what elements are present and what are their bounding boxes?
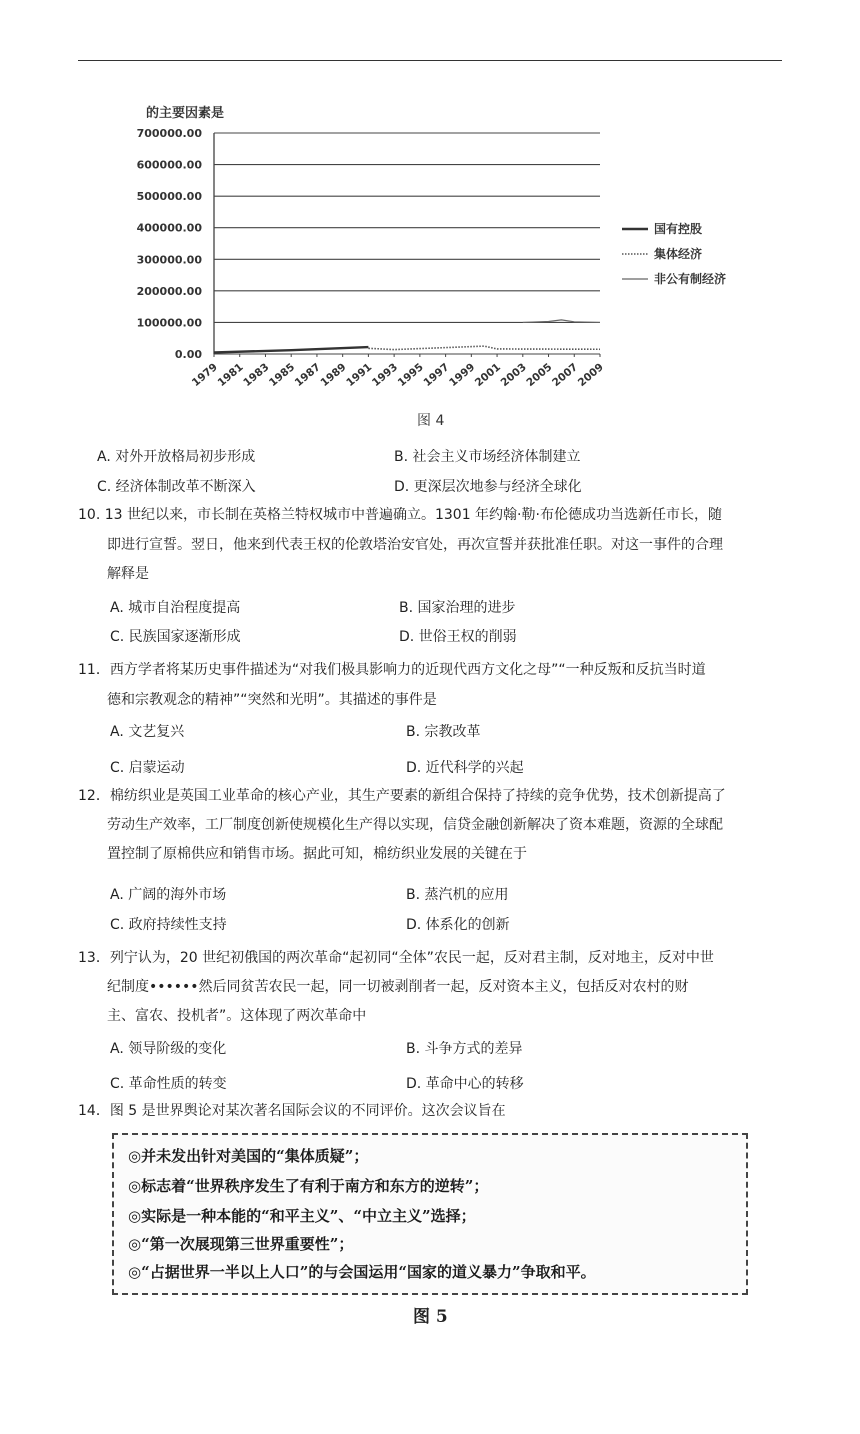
- q12-stem-line-1: 12．棉纺织业是英国工业革命的核心产业，其生产要素的新组合保持了持续的竞争优势，技术创新提高了: [78, 788, 726, 804]
- quote-line: ◎实际是一种本能的“和平主义”、“中立主义”选择；: [128, 1207, 476, 1225]
- q10-option-d: D. 世俗王权的削弱: [399, 629, 517, 645]
- x-tick-label: 1991: [344, 361, 375, 390]
- q13-stem-line-2: 纪制度••••••然后同贫苦农民一起，同一切被剥削者一起，反对资本主义，包括反对农村的财: [107, 979, 689, 995]
- x-tick-label: 1995: [395, 361, 426, 390]
- q10-option-b: B. 国家治理的进步: [399, 600, 516, 616]
- q9-option-a: A. 对外开放格局初步形成: [97, 449, 256, 465]
- q12-option-b: B. 蒸汽机的应用: [406, 887, 509, 903]
- series-line-2: [368, 346, 600, 349]
- x-tick-label: 1993: [369, 361, 401, 390]
- q10-stem-line-3: 解释是: [107, 566, 149, 582]
- q13-option-a: A. 领导阶级的变化: [110, 1041, 227, 1057]
- q13-option-d: D. 革命中心的转移: [406, 1076, 524, 1092]
- q11-stem-line-1: 11．西方学者将某历史事件描述为“对我们极具影响力的近现代西方文化之母”“一种反叛和反抗当时道: [78, 662, 706, 678]
- q10-stem-line-1: 10. 13 世纪以来，市长制在英格兰特权城市中普遍确立。1301 年约翰·勒·布伦德成功当选新任市长，随: [78, 507, 722, 523]
- x-tick-label: 1979: [189, 361, 220, 390]
- y-tick-label: 200000.00: [136, 284, 202, 298]
- q12-stem-line-2: 劳动生产效率，工厂制度创新使规模化生产得以实现，信贷金融创新解决了资本难题，资源的全球配: [107, 817, 723, 833]
- x-tick-label: 1989: [318, 361, 349, 390]
- x-tick-label: 1983: [241, 361, 272, 390]
- y-tick-label: 700000.00: [136, 127, 202, 140]
- y-tick-label: 500000.00: [136, 190, 202, 204]
- legend-label: 非公有制经济: [654, 272, 727, 286]
- q10-stem-line-2: 即进行宣誓。翌日，他来到代表王权的伦敦塔治安官处，再次宣誓并获批准任职。对这一事件的合理: [107, 537, 723, 553]
- header-rule: [78, 60, 782, 61]
- x-tick-label: 2001: [472, 361, 503, 390]
- y-tick-label: 600000.00: [136, 158, 202, 172]
- x-tick-label: 2003: [498, 361, 529, 390]
- x-tick-label: 1999: [447, 361, 478, 390]
- x-tick-label: 2009: [575, 361, 606, 390]
- quote-line: ◎标志着“世界秩序发生了有利于南方和东方的逆转”；: [128, 1177, 489, 1195]
- legend-label: 集体经济: [654, 247, 703, 261]
- y-tick-label: 100000.00: [136, 316, 202, 330]
- x-tick-label: 1997: [421, 361, 452, 390]
- q11-option-d: D. 近代科学的兴起: [406, 760, 524, 776]
- q13-option-b: B. 斗争方式的差异: [406, 1041, 523, 1057]
- figure4-line-chart: [130, 95, 750, 405]
- legend-label: 国有控股: [654, 222, 703, 236]
- q9-option-b: B. 社会主义市场经济体制建立: [394, 449, 581, 465]
- q10-option-a: A. 城市自治程度提高: [110, 600, 241, 616]
- q12-option-a: A. 广阔的海外市场: [110, 887, 227, 903]
- q11-option-a: A. 文艺复兴: [110, 724, 185, 740]
- q11-option-c: C. 启蒙运动: [110, 760, 185, 776]
- quote-line: ◎“第一次展现第三世界重要性”；: [128, 1235, 354, 1253]
- figure4-caption: 图 4: [417, 413, 445, 429]
- q13-option-c: C. 革命性质的转变: [110, 1076, 227, 1092]
- y-tick-label: 0.00: [174, 348, 202, 361]
- q12-option-d: D. 体系化的创新: [406, 917, 510, 933]
- quote-line: ◎并未发出针对美国的“集体质疑”；: [128, 1147, 369, 1165]
- q10-option-c: C. 民族国家逐渐形成: [110, 629, 241, 645]
- q13-stem-line-1: 13．列宁认为，20 世纪初俄国的两次革命“起初同“全体”农民一起，反对君主制，反对地主，反对中世: [78, 950, 714, 966]
- q13-stem-line-3: 主、富农、投机者”。这体现了两次革命中: [107, 1008, 367, 1024]
- q11-stem-line-2: 德和宗教观念的精神”“突然和光明”。其描述的事件是: [107, 692, 437, 708]
- figure5-quote-box: [112, 1133, 748, 1295]
- q9-option-c: C. 经济体制改革不断深入: [97, 479, 256, 495]
- x-tick-label: 2005: [524, 361, 555, 390]
- x-tick-label: 1987: [292, 361, 323, 390]
- quote-line: ◎“占据世界一半以上人口”的与会国运用“国家的道义暴力”争取和平。: [128, 1263, 596, 1281]
- x-tick-label: 2007: [550, 361, 581, 390]
- chart-title: 的主要因素是: [146, 106, 225, 121]
- q12-option-c: C. 政府持续性支持: [110, 917, 227, 933]
- y-tick-label: 300000.00: [136, 253, 202, 267]
- x-tick-label: 1985: [267, 361, 298, 390]
- series-line-1: [214, 347, 368, 352]
- figure5-caption: 图 5: [413, 1307, 448, 1327]
- q11-option-b: B. 宗教改革: [406, 724, 481, 740]
- q12-stem-line-3: 置控制了原棉供应和销售市场。据此可知，棉纺织业发展的关键在于: [107, 846, 527, 862]
- y-tick-label: 400000.00: [136, 221, 202, 235]
- q9-option-d: D. 更深层次地参与经济全球化: [394, 479, 582, 495]
- x-tick-label: 1981: [215, 361, 246, 390]
- q14-stem-line-1: 14．图 5 是世界舆论对某次著名国际会议的不同评价。这次会议旨在: [78, 1103, 506, 1119]
